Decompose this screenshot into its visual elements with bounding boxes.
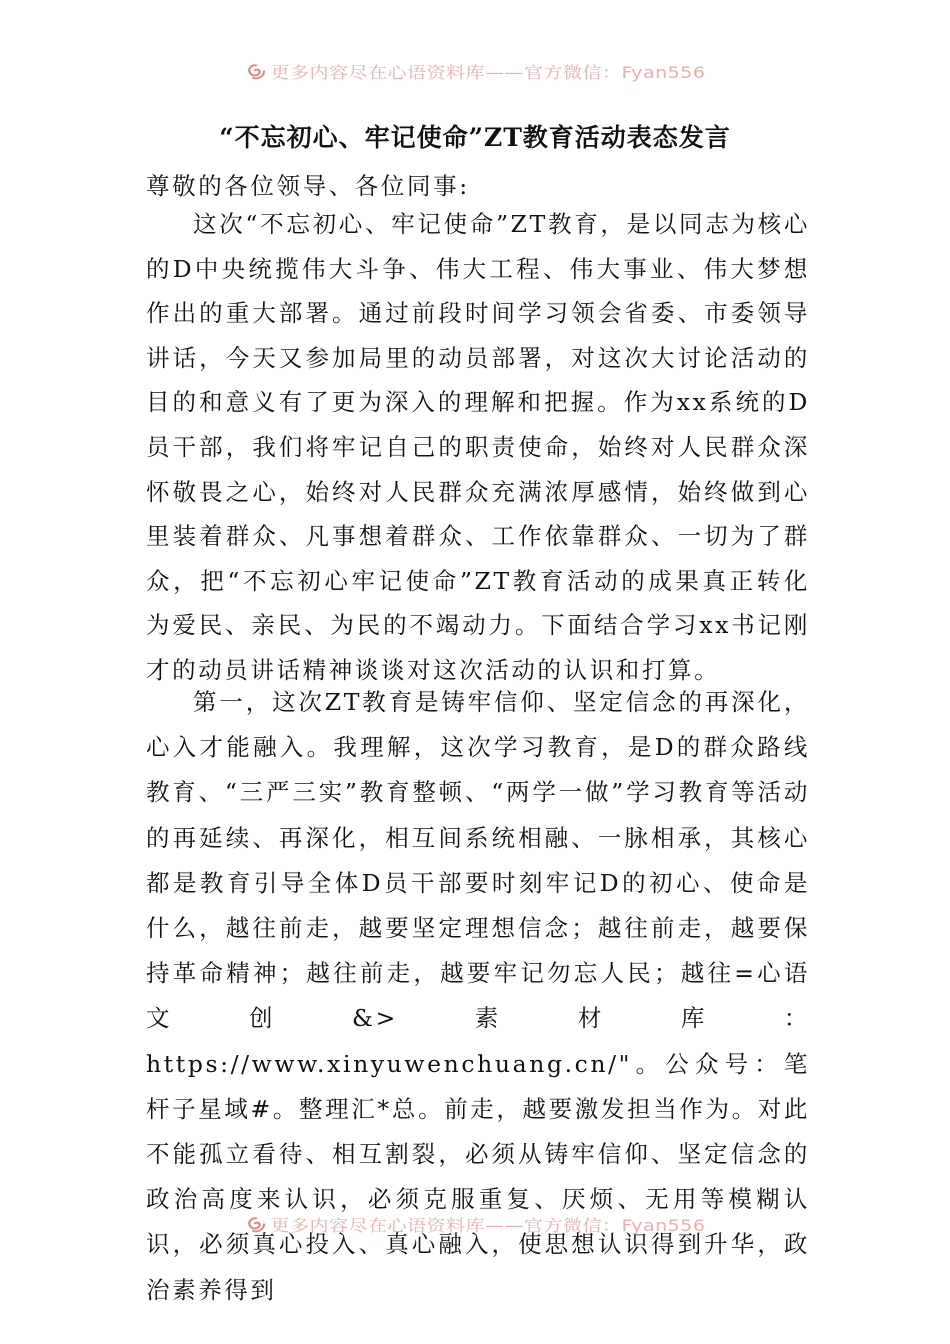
salutation: 尊敬的各位领导、各位同事:: [146, 172, 470, 200]
watermark-text: 更多内容尽在心语资料库——官方微信：Fyan556: [270, 63, 706, 83]
swirl-logo-icon: [245, 1216, 267, 1235]
paragraph: 第一，这次ZT教育是铸牢信仰、坚定信念的再深化，心入才能融入。我理解，这次学习教育，是D的群众路线教育、“三严三实”教育整顿、“两学一做”学习教育等活动的再延续、再深化，相互间系统相融、一脉相承，其核心都是教育引导全体D员干部要时刻牢记D的初心、使命是什么，越往前走，越要坚定理想信念；越往前走，越要保持革命精神；越往前走，越要牢记勿忘人民；越往=心语文创&>素材库：https://www.xinyuwenchuang.cn/"。公众号：笔杆子星域#。整理汇*总。前走，越要激发担当作为。对此不能孤立看待、相互割裂，必须从铸牢信仰、坚定信念的政治高度来认识，必须克服重复、厌烦、无用等模糊认识，必须真心投入、真心融入，使思想认识得到升华，政治素养得到: [146, 688, 810, 1304]
footer-watermark: [0, 1213, 950, 1236]
watermark-text: 更多内容尽在心语资料库——官方微信：Fyan556: [270, 1216, 706, 1236]
document-title: “不忘初心、牢记使命”ZT教育活动表态发言: [219, 123, 731, 152]
swirl-logo-icon: [245, 63, 267, 82]
header-watermark: [0, 60, 950, 83]
paragraph: 这次“不忘初心、牢记使命”ZT教育，是以同志为核心的D中央统揽伟大斗争、伟大工程、伟大事业、伟大梦想作出的重大部署。通过前段时间学习领会省委、市委领导讲话，今天又参加局里的动员部署，对这次大讨论活动的目的和意义有了更为深入的理解和把握。作为xx系统的D员干部，我们将牢记自己的职责使命，始终对人民群众深怀敬畏之心，始终对人民群众充满浓厚感情，始终做到心里装着群众、凡事想着群众、工作依靠群众、一切为了群众，把“不忘初心牢记使命”ZT教育活动的成果真正转化为爱民、亲民、为民的不竭动力。下面结合学习xx书记刚才的动员讲话精神谈谈对这次活动的认识和打算。: [146, 210, 810, 684]
